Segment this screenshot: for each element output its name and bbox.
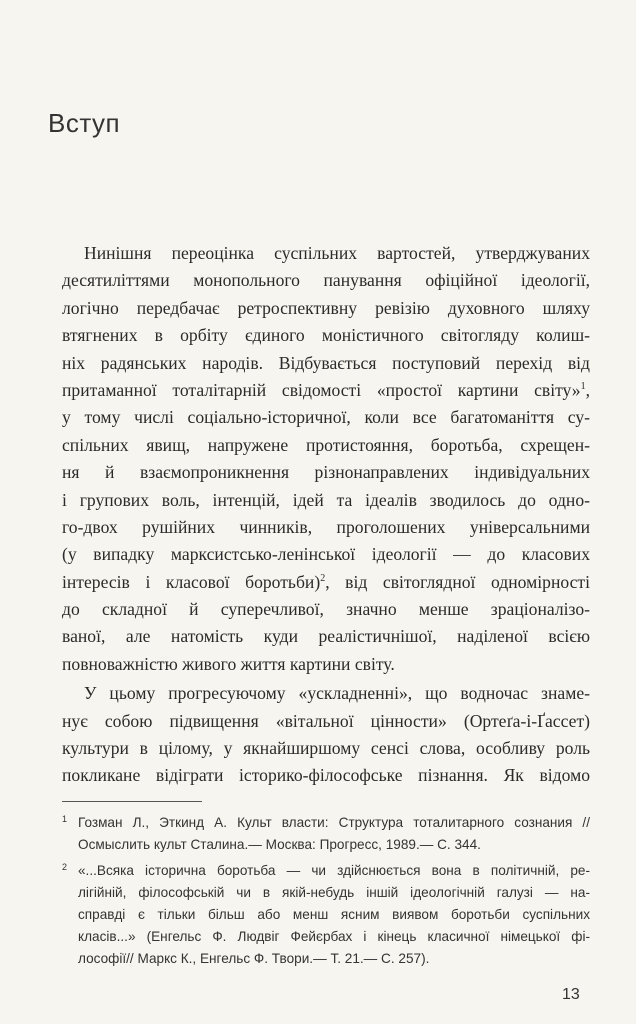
text-line: десятиліттями монопольного панування офіційної ідеології, [62,270,590,291]
text-line-part: інтересів і класової боротьби) [62,571,321,592]
text-line: го-двох рушійних чинників, проголошених універсальними [62,516,590,537]
footnote-ref-1[interactable]: 1 [580,381,586,393]
text-line: повноважністю живого життя картини світу. [62,653,395,674]
footnote-line: класів...» (Енгельс Ф. Людвіг Фейєрбах і кінець класичної німецької фі- [78,929,590,944]
text-line: покликане відіграти історико-філософське пізнання. Як відомо [62,765,590,786]
text-line: спільних явищ, напружене протистояння, боротьба, схрещен- [62,434,590,455]
text-line: до складної й суперечливої, значно менше зраціоналізо- [62,599,590,620]
text-line: Нинішня переоцінка суспільних вартостей, утверджуваних [84,243,590,263]
text-line-part: притаманної тоталітарній свідомості «простої картини світу» [62,379,581,400]
page-number: 13 [562,986,580,1003]
chapter-heading: Вступ [48,108,121,138]
text-line: втягнених в орбіту єдиного моністичного світогляду колиш- [62,325,590,346]
footnotes [62,812,590,974]
footnote-divider [62,801,202,802]
text-line: ніх радянських народів. Відбувається поступовий перехід від [62,352,590,373]
text-line: логічно передбачає ретроспективну ревізію духовного шляху [62,297,590,318]
footnote-1 [62,812,590,856]
paragraph-2 [62,680,590,790]
text-line: і групових воль, інтенцій, ідей та ідеалів зводилось до одно- [62,489,590,510]
text-line: (у випадку марксистсько-ленінської ідеології — до класових [62,544,590,565]
text-line: у тому числі соціально-історичної, коли все багатоманіття су- [62,407,590,428]
text-line: культури в цілому, у якнайширшому сенсі слова, особливу роль [62,738,590,759]
footnote-number: 2 [62,862,68,872]
footnote-2 [62,860,590,970]
footnote-line: «...Всяка історична боротьба — чи здійснюється вона в політичній, ре- [78,863,590,878]
text-line: У цьому прогресуючому «ускладненні», що водночас знаме- [84,683,590,704]
text-line-suffix: , [585,379,590,400]
footnote-line: лософії// Маркс К., Енгельс Ф. Твори.— Т. 21.— С. 257). [78,951,430,966]
text-line: нує собою підвищення «вітальної цінности» (Ортеґа-і-Ґассет) [62,710,590,731]
footnote-line: лігійній, філософській чи в якій-небудь іншій ідеологічній галузі — на- [78,885,590,900]
main-text [62,240,590,790]
text-line [62,377,590,404]
text-line [62,569,590,596]
text-line-suffix: , від світоглядної одномірності [325,571,590,592]
footnote-ref-2[interactable]: 2 [320,572,326,584]
footnote-line: Гозман Л., Эткинд А. Культ власти: Структура тоталитарного сознания // [78,815,590,830]
text-line: ня й взаємопроникнення різнонаправлених індивідуальних [62,462,590,483]
paragraph-1 [62,240,590,678]
text-line: ваної, але натомість куди реалістичнішої, наділеної всією [62,626,590,647]
footnote-line: Осмыслить культ Сталина.— Москва: Прогресс, 1989.— С. 344. [78,837,481,852]
footnote-number: 1 [62,814,68,824]
footnote-line: справді є тільки більш або менш ясним виявом боротьби суспільних [78,907,590,922]
